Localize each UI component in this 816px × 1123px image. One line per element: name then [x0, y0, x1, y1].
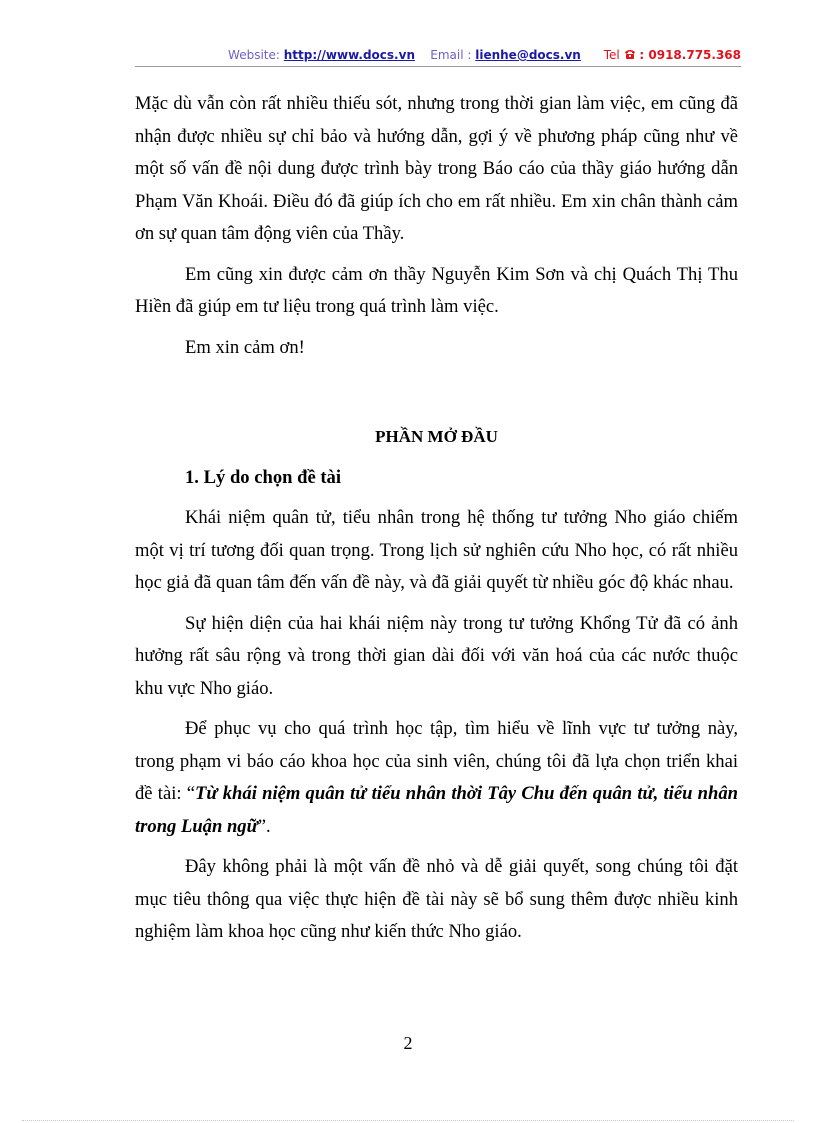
document-body	[135, 88, 738, 949]
website-link[interactable]: http://www.docs.vn	[283, 48, 415, 62]
page-header	[135, 48, 741, 62]
acknowledgement-paragraph-1: Mặc dù vẫn còn rất nhiều thiếu sót, nhưng trong thời gian làm việc, em cũng đã nhận được nhiều sự chỉ bảo và hướng dẫn, gợi ý về phương pháp cũng như về một số vấn đề nội dung được trình bày trong Báo cáo của thầy giáo hướng dẫn Phạm Văn Khoái. Điều đó đã giúp ích cho em rất nhiều. Em xin chân thành cảm ơn sự quan tâm động viên của Thầy.	[135, 93, 738, 244]
acknowledgement-closing: Em xin cảm ơn!	[185, 336, 305, 358]
page-number: 2	[403, 1033, 413, 1053]
header-divider	[135, 66, 741, 67]
section-title: PHẦN MỞ ĐẦU	[375, 427, 498, 446]
thesis-title: Từ khái niệm quân tử tiểu nhân thời Tây Chu đến quân tử, tiểu nhân trong Luận ngữ	[135, 783, 738, 837]
body-paragraph-1: Khái niệm quân tử, tiểu nhân trong hệ thống tư tưởng Nho giáo chiếm một vị trí tương đối quan trọng. Trong lịch sử nghiên cứu Nho học, có rất nhiều học giả đã quan tâm đến vấn đề này, và đã giải quyết từ nhiều góc độ khác nhau.	[135, 507, 738, 593]
subsection-title: 1. Lý do chọn đề tài	[185, 466, 342, 488]
body-paragraph-4: Đây không phải là một vấn đề nhỏ và dễ giải quyết, song chúng tôi đặt mục tiêu thông qua việc thực hiện đề tài này sẽ bổ sung thêm được nhiều kinh nghiệm làm khoa học cũng như kiến thức Nho giáo.	[135, 856, 738, 942]
tel-label: Tel	[603, 48, 620, 62]
body-paragraph-3	[135, 713, 738, 843]
paragraph-3-start: Để phục vụ cho quá trình học tập, tìm hiểu về lĩnh vực tư tưởng này, trong phạm vi báo cáo khoa học của sinh viên, chúng tôi đã lựa chọn triển khai đề tài: “	[135, 718, 738, 804]
acknowledgement-paragraph-2: Em cũng xin được cảm ơn thầy Nguyễn Kim Sơn và chị Quách Thị Thu Hiền đã giúp em tư liệu trong quá trình làm việc.	[135, 263, 738, 317]
paragraph-3-end: ”.	[257, 815, 271, 837]
email-label: Email :	[430, 48, 472, 62]
bottom-border	[22, 1120, 794, 1121]
website-label: Website:	[228, 48, 280, 62]
body-paragraph-2: Sự hiện diện của hai khái niệm này trong tư tưởng Khổng Tử đã có ảnh hưởng rất sâu rộng và trong thời gian dài đối với văn hoá của các nước thuộc khu vực Nho giáo.	[135, 612, 738, 699]
tel-number: : 0918.775.368	[639, 48, 741, 62]
phone-icon	[624, 48, 640, 62]
email-link[interactable]: lienhe@docs.vn	[475, 48, 581, 62]
